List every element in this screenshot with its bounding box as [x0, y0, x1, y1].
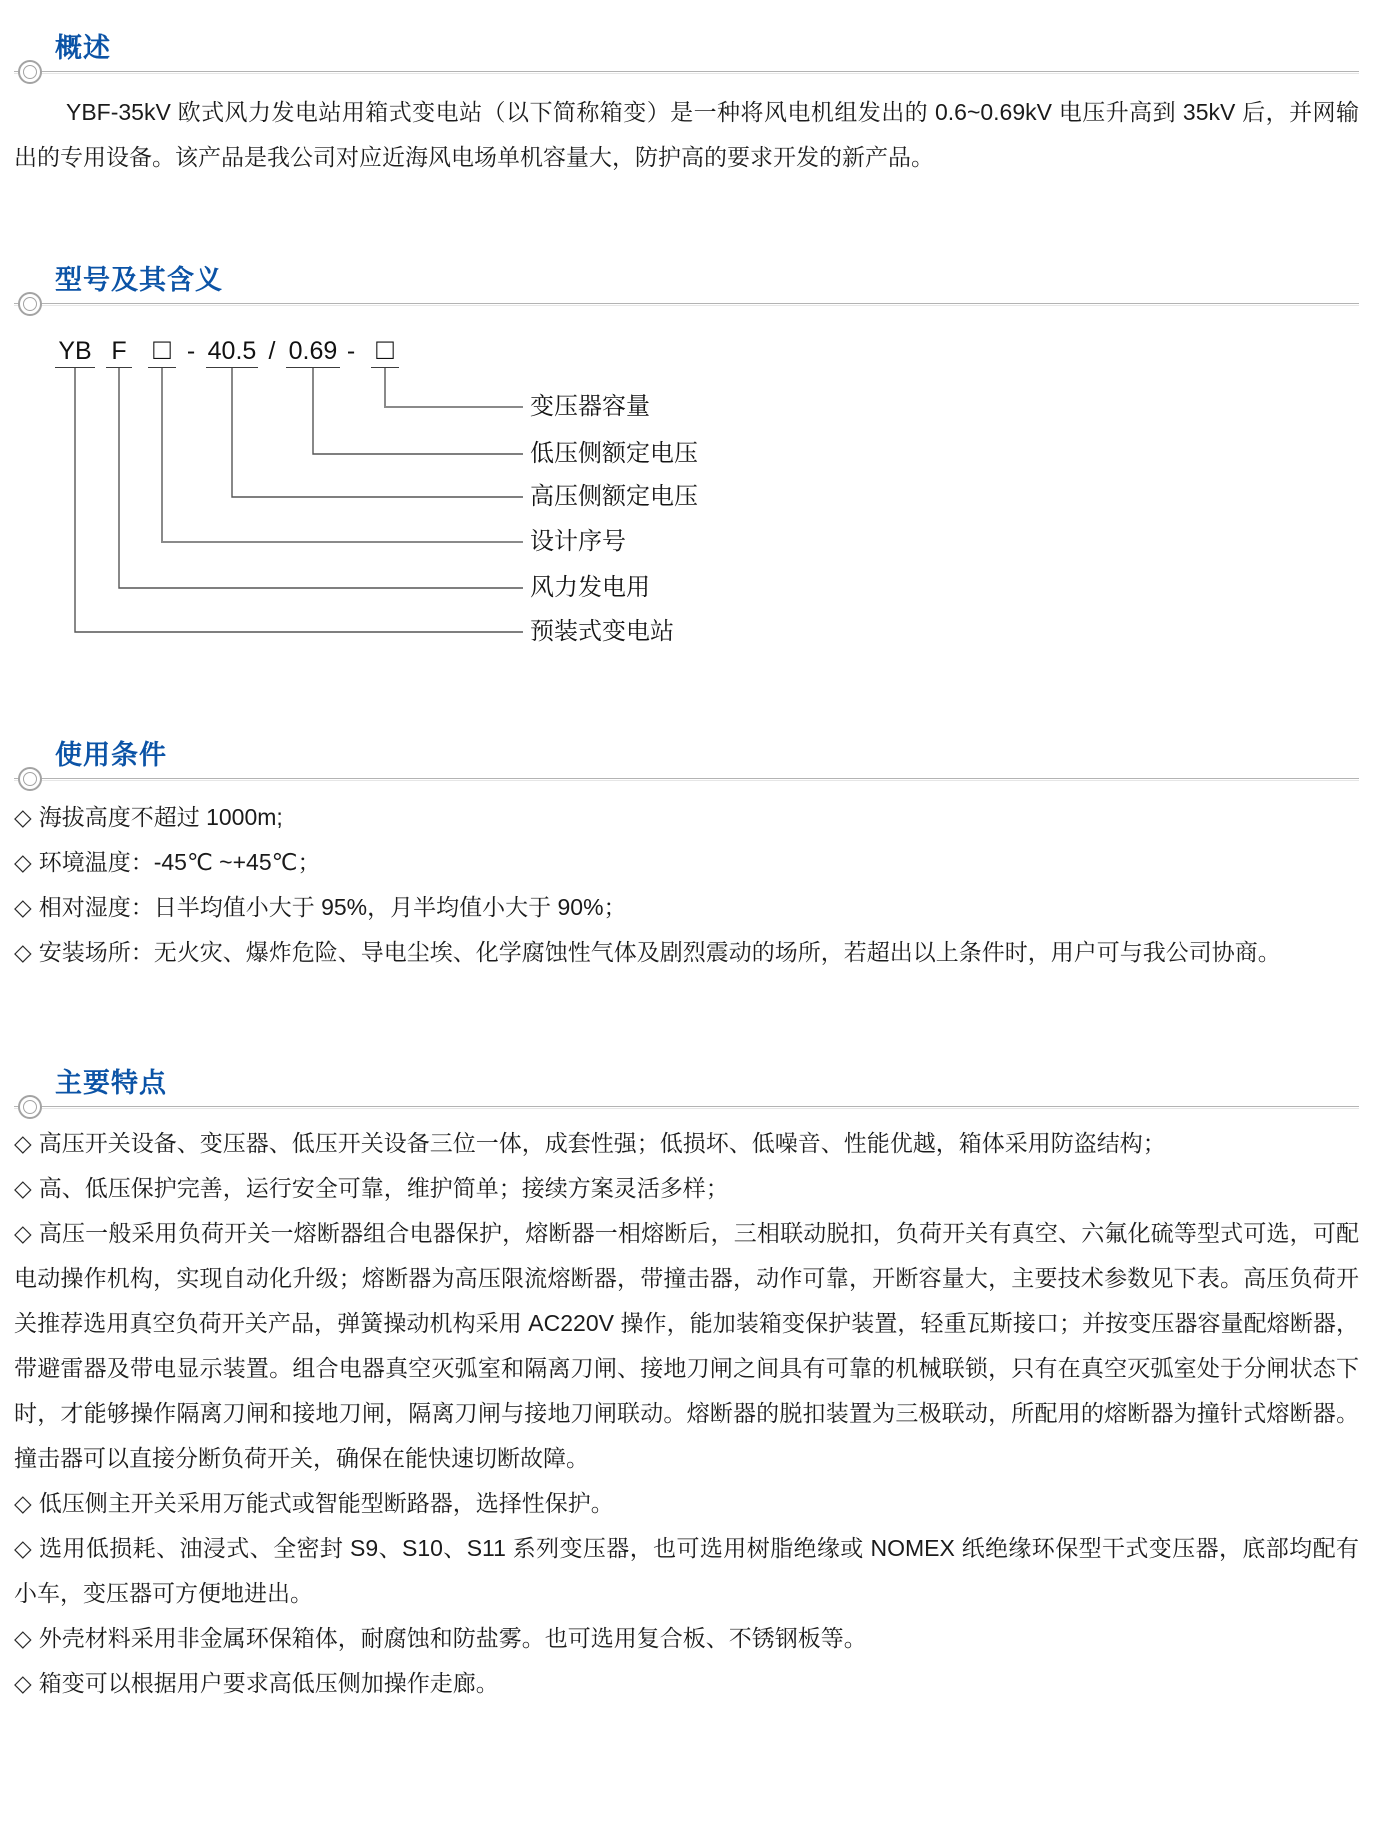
feature-item	[14, 1121, 1359, 1166]
model-label-lv-voltage: 低压侧额定电压	[530, 440, 698, 467]
model-token-dash2: -	[346, 337, 356, 365]
model-divider	[14, 303, 1359, 306]
diamond-bullet: ◇	[14, 1175, 32, 1201]
feature-item	[14, 1616, 1359, 1661]
overview-paragraph: YBF-35kV 欧式风力发电站用箱式变电站（以下简称箱变）是一种将风电机组发出的 0.6~0.69kV 电压升高到 35kV 后，并网输出的专用设备。该产品是我公司对应近海风电场单机容量大，防护高的要求开发的新产品。	[14, 99, 1359, 170]
diamond-bullet: ◇	[14, 804, 32, 830]
feature-text: 高压一般采用负荷开关一熔断器组合电器保护，熔断器一相熔断后，三相联动脱扣，负荷开关有真空、六氟化硫等型式可选，可配电动操作机构，实现自动化升级；熔断器为高压限流熔断器，带撞击器，动作可靠，开断容量大，主要技术参数见下表。高压负荷开关推荐选用真空负荷开关产品，弹簧操动机构采用 AC220V 操作，能加装箱变保护装置，轻重瓦斯接口；并按变压器容量配熔断器，带避雷器及带电显示装置。组合电器真空灭弧室和隔离刀闸、接地刀闸之间具有可靠的机械联锁，只有在真空灭弧室处于分闸状态下时，才能够操作隔离刀闸和接地刀闸，隔离刀闸与接地刀闸联动。熔断器的脱扣装置为三极联动，所配用的熔断器为撞针式熔断器。撞击器可以直接分断负荷开关，确保在能快速切断故障。	[14, 1220, 1359, 1471]
section-overview	[14, 0, 1359, 180]
feature-item	[14, 1166, 1359, 1211]
ring-icon	[18, 767, 42, 791]
conditions-header	[14, 740, 1359, 781]
model-token-lv: 0.69	[286, 336, 340, 368]
features-divider	[14, 1106, 1359, 1109]
condition-item	[14, 840, 1359, 885]
model-token-box1: □	[148, 336, 176, 368]
feature-text: 高压开关设备、变压器、低压开关设备三位一体，成套性强；低损坏、低噪音、性能优越，箱体采用防盗结构；	[38, 1130, 1166, 1156]
overview-header	[14, 0, 1359, 74]
feature-text: 箱变可以根据用户要求高低压侧加操作走廊。	[38, 1670, 499, 1696]
condition-item	[14, 930, 1359, 975]
feature-text: 低压侧主开关采用万能式或智能型断路器，选择性保护。	[38, 1490, 614, 1516]
feature-item	[14, 1211, 1359, 1481]
section-model	[14, 265, 1359, 671]
model-token-slash: /	[268, 337, 276, 365]
model-title: 型号及其含义	[55, 265, 223, 295]
ring-icon	[18, 1095, 42, 1119]
conditions-title: 使用条件	[55, 740, 167, 770]
ring-icon	[18, 292, 42, 316]
condition-item	[14, 885, 1359, 930]
model-label-wind-use: 风力发电用	[530, 574, 650, 601]
diamond-bullet: ◇	[14, 1220, 32, 1246]
diamond-bullet: ◇	[14, 1490, 32, 1516]
model-label-capacity: 变压器容量	[530, 393, 650, 420]
overview-divider	[14, 71, 1359, 74]
overview-title: 概述	[55, 33, 111, 63]
model-token-hv: 40.5	[206, 336, 258, 368]
diamond-bullet: ◇	[14, 1130, 32, 1156]
diamond-bullet: ◇	[14, 849, 32, 875]
diamond-bullet: ◇	[14, 1535, 33, 1561]
model-token-f: F	[106, 336, 132, 368]
section-conditions	[14, 740, 1359, 975]
feature-text: 选用低损耗、油浸式、全密封 S9、S10、S11 系列变压器，也可选用树脂绝缘或 NOMEX 纸绝缘环保型干式变压器，底部均配有小车，变压器可方便地进出。	[14, 1535, 1359, 1606]
model-token-yb: YB	[55, 336, 95, 368]
model-designation-diagram	[14, 336, 1359, 671]
section-features	[14, 1068, 1359, 1706]
feature-text: 高、低压保护完善，运行安全可靠，维护简单；接续方案灵活多样；	[38, 1175, 729, 1201]
feature-item	[14, 1526, 1359, 1616]
feature-item	[14, 1661, 1359, 1706]
features-list	[14, 1121, 1359, 1706]
model-label-prefab: 预装式变电站	[530, 618, 674, 645]
conditions-list	[14, 795, 1359, 975]
diamond-bullet: ◇	[14, 894, 32, 920]
condition-text: 海拔高度不超过 1000m;	[38, 804, 283, 830]
condition-text: 相对湿度：日半均值小大于 95%，月半均值小大于 90%；	[38, 894, 627, 920]
condition-text: 环境温度：-45℃ ~+45℃；	[38, 849, 321, 875]
model-token-box2: □	[371, 336, 399, 368]
feature-item	[14, 1481, 1359, 1526]
features-header	[14, 1068, 1359, 1109]
ring-icon	[18, 60, 42, 84]
feature-text: 外壳材料采用非金属环保箱体，耐腐蚀和防盐雾。也可选用复合板、不锈钢板等。	[38, 1625, 867, 1651]
conditions-divider	[14, 778, 1359, 781]
diamond-bullet: ◇	[14, 939, 32, 965]
condition-item	[14, 795, 1359, 840]
diamond-bullet: ◇	[14, 1625, 32, 1651]
condition-text: 安装场所：无火灾、爆炸危险、导电尘埃、化学腐蚀性气体及剧烈震动的场所，若超出以上条件时，用户可与我公司协商。	[38, 939, 1281, 965]
features-title: 主要特点	[55, 1068, 167, 1098]
diamond-bullet: ◇	[14, 1670, 32, 1696]
model-token-dash1: -	[186, 337, 196, 365]
model-label-design-no: 设计序号	[530, 528, 626, 555]
model-header	[14, 265, 1359, 306]
model-label-hv-voltage: 高压侧额定电压	[530, 483, 698, 510]
